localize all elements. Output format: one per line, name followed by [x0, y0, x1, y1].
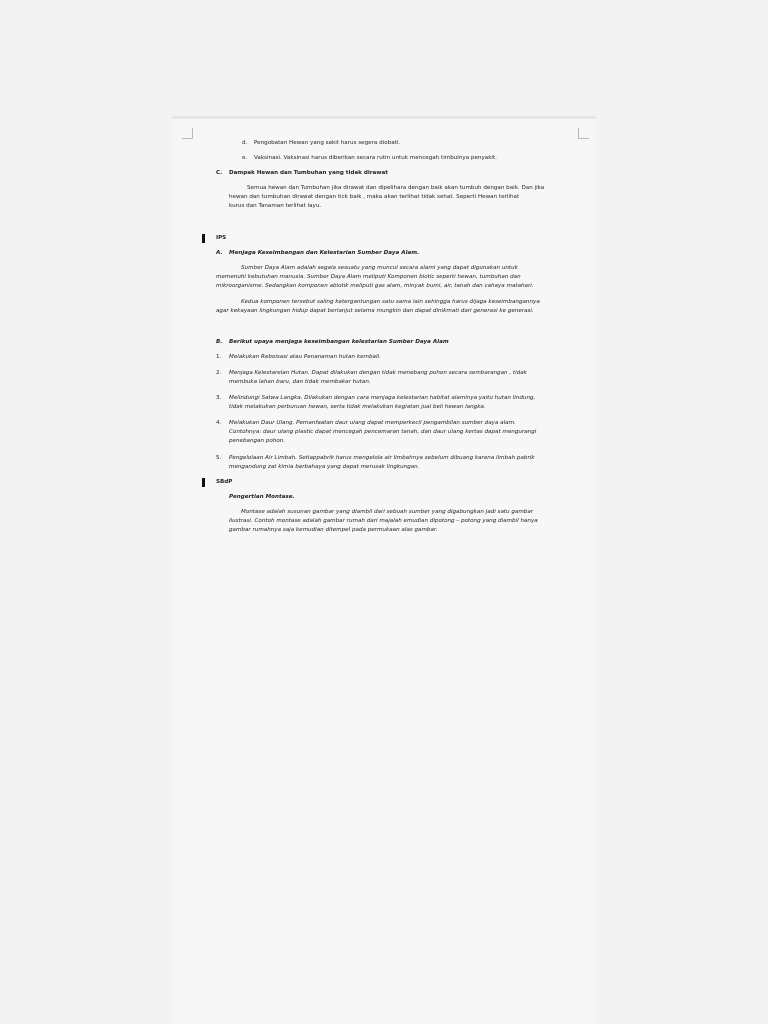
list-number: 4. — [216, 420, 222, 426]
list-item-line: Pengelolaan Air Limbah. Setiappabrik harus mengelola air limbahnya sebelum dibuang karena limbah pabrik — [229, 455, 535, 461]
list-item — [229, 419, 579, 446]
list-number: 5. — [216, 455, 222, 461]
paragraph-line: Montase adalah susunan gambar yang diambil dari sebuah sumber yang digabungkan jadi satu gambar — [241, 509, 534, 515]
paragraph-line: Kedua komponen tersebut saling ketergantungan satu sama lain sehingga harus dijaga keseimbangannya — [241, 299, 540, 305]
paragraph-line: Semua hewan dan Tumbuhan jika dirawat dan dipelihara dengan baik akan tumbuh dengan baik. Dan jika — [247, 185, 545, 191]
list-item — [229, 353, 579, 362]
section-label-ips: IPS — [216, 235, 227, 241]
paragraph-line: kurus dan Tanaman terlihat layu. — [229, 203, 322, 209]
list-item-line: mengandung zat kimia berbahaya yang dapat merusak lingkungan. — [229, 464, 420, 470]
list-item — [229, 394, 579, 412]
list-item — [229, 369, 579, 387]
sbdp-heading: Pengertian Montase. — [229, 494, 295, 500]
section-a-heading: Menjaga Keseimbangan dan Kelestarian Sumber Daya Alam. — [229, 250, 420, 256]
list-item-line: tidak melakukan perburuan hewan, serta tidak melakukan kegiatan jual beli hewan langka. — [229, 404, 486, 410]
section-b-heading: Berikut upaya menjaga keseimbangan kelestarian Sumber Daya Alam — [229, 339, 449, 345]
list-item-line: Melakukan Daur Ulang. Pemanfaatan daur ulang dapat memperkecil pengambilan sumber daya alam. — [229, 420, 516, 426]
list-item-line: Contohnya: daur ulang plastic dapat mencegah pencemaran tanah, dan daur ulang kertas dapat mengurangi — [229, 429, 537, 435]
paragraph-line: memenuhi kebutuhan manusia. Sumber Daya Alam meliputi Komponen biotic seperti hewan, tumbuhan dan — [216, 274, 521, 280]
paragraph-line: mikroorganisme. Sedangkan komponen abiotik meliputi gas alam, minyak bumi, air, tanah dan cahaya matahari. — [216, 283, 534, 289]
list-item-line: membuka lahan baru, dan tidak membakar hutan. — [229, 379, 371, 385]
list-item-line: Menjaga Kelestarelan Hutan. Dapat dilakukan dengan tidak menebang pohon secara sembarangan , tidak — [229, 370, 527, 376]
section-marker-sbdp — [202, 478, 205, 487]
list-letter-d: d. — [242, 140, 248, 146]
list-item — [229, 454, 579, 472]
list-number: 1. — [216, 354, 222, 360]
section-c-heading: Dampak Hewan dan Tumbuhan yang tidak dirawat — [229, 170, 388, 176]
paragraph-line: agar kekayaan lingkungan hidup dapat berlanjut selama mungkin dan dapat dinikmati dari generasi ke generasi. — [216, 308, 534, 314]
list-item-line: Melakukan Reboisasi atau Penanaman hutan kembali. — [229, 354, 381, 360]
list-item-d: Pengobatan Hewan yang sakit harus segera diobati. — [254, 140, 401, 146]
section-a-letter: A. — [216, 250, 223, 256]
paragraph-line: hewan dan tumbuhan dirawat dengan tick baik , maka akan terlihat tidak sehat. Seperti Hewan terlihat — [229, 194, 520, 200]
paragraph-line: Sumber Daya Alam adalah segala sesuatu yang muncul secara alami yang dapat digunakan untuk — [241, 265, 518, 271]
section-label-sbdp: SBdP — [216, 479, 233, 485]
sbdp-paragraph — [229, 508, 579, 535]
list-item-line: penebangan pohon. — [229, 438, 286, 444]
paragraph-line: gambar rumahnya saja kemudian ditempel pada permukaan alas gambar. — [229, 527, 438, 533]
list-item-e: Vaksinasi. Vaksinasi harus diberikan secara rutin untuk mencegah timbulnya penyakit. — [254, 155, 497, 161]
paragraph-line: ilustrasi. Contoh montase adalah gambar rumah dari majalah emudian dipotong – potong yang diambil hanya — [229, 518, 538, 524]
section-b-letter: B. — [216, 339, 223, 345]
ips-paragraph-1 — [216, 264, 579, 291]
list-item-line: Melindungi Satwa Langka. Dilakukan dengan cara menjaga kelestarian habitat alaminya yaitu hutan lindung, — [229, 395, 536, 401]
section-c-letter: C. — [216, 170, 223, 176]
list-number: 3. — [216, 395, 222, 401]
section-marker-ips — [202, 234, 205, 243]
ips-paragraph-2 — [216, 298, 579, 316]
section-c-paragraph — [229, 184, 579, 211]
list-number: 2. — [216, 370, 222, 376]
list-letter-e: e. — [242, 155, 248, 161]
